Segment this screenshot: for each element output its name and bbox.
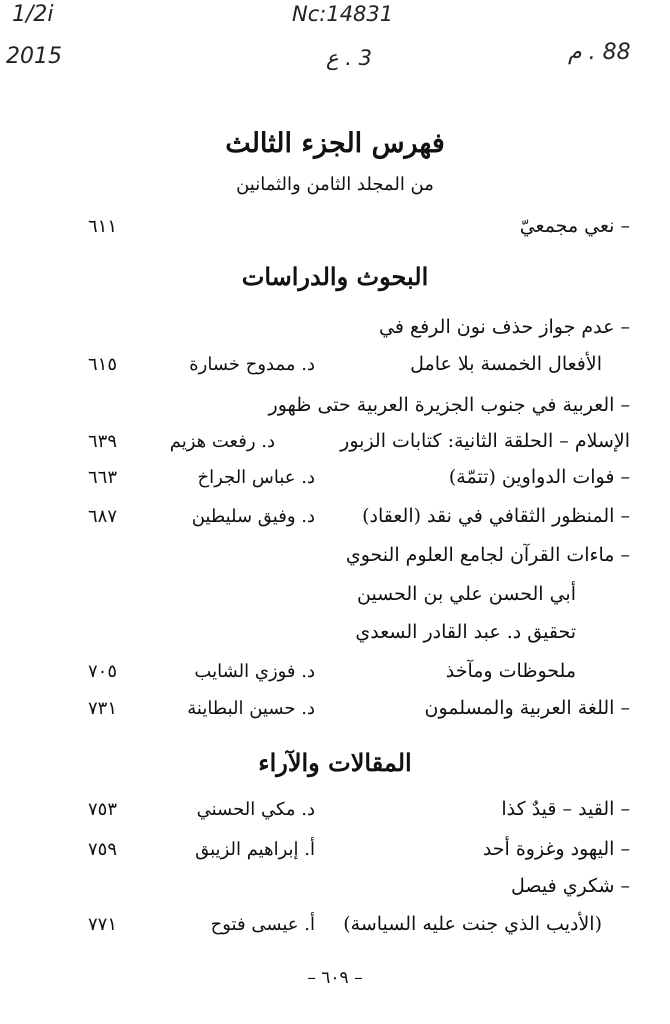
entry-author: د. فوزي الشايب: [194, 661, 315, 682]
entry-page: ٦٦٣: [88, 467, 118, 488]
annotation-issue: 3 . ع: [326, 46, 372, 70]
entry-author: د. رفعت هزيم: [169, 431, 275, 452]
entry-page: ٦٨٧: [88, 506, 118, 527]
annotation-date-fraction: 1/2i: [12, 2, 54, 27]
entry-title-continued: تحقيق د. عبد القادر السعدي: [355, 621, 576, 643]
section-heading-articles: المقالات والآراء: [258, 748, 412, 777]
entry-title-continued: الأفعال الخمسة بلا عامل: [410, 353, 602, 375]
entry-author: أ. إبراهيم الزيبق: [195, 839, 315, 860]
page-title: فهرس الجزء الثالث: [225, 128, 445, 159]
entry-page: ٧٥٣: [88, 799, 118, 820]
entry-title: – اليهود وغزوة أحد: [482, 838, 630, 860]
entry-title: – اللغة العربية والمسلمون: [424, 697, 630, 719]
section-heading-research: البحوث والدراسات: [241, 262, 429, 291]
entry-title: – شكري فيصل: [510, 875, 630, 897]
entry-title: – القيد – قيدٌ كذا: [501, 798, 630, 820]
entry-title-continued: (الأديب الذي جنت عليه السياسة): [343, 913, 602, 935]
page-subtitle: من المجلد الثامن والثمانين: [236, 174, 434, 195]
entry-page: ٦٣٩: [88, 431, 118, 452]
entry-author: د. وفيق سليطين: [191, 506, 315, 527]
entry-page: ٧٣١: [88, 698, 118, 719]
entry-title: – نعي مجمعيّ: [519, 215, 630, 237]
entry-title: – المنظور الثقافي في نقد (العقاد): [362, 505, 630, 527]
entry-page: ٦١١: [88, 216, 118, 237]
entry-page: ٧٠٥: [88, 661, 118, 682]
entry-author: د. حسين البطاينة: [187, 698, 315, 719]
entry-page: ٦١٥: [88, 354, 118, 375]
entry-author: أ. عيسى فتوح: [210, 914, 315, 935]
annotation-volume: 88 . م: [568, 40, 631, 65]
annotation-catalog-number: Nc:14831: [292, 2, 394, 26]
entry-title: – فوات الدواوين (تتمّة): [448, 466, 630, 488]
entry-title: – ماءات القرآن لجامع العلوم النحوي: [345, 544, 630, 566]
entry-title-continued: ملحوظات ومآخذ: [445, 660, 576, 682]
entry-author: د. مكي الحسني: [196, 799, 315, 820]
footer-page-number: – ٦٠٩ –: [307, 968, 363, 988]
entry-title-continued: الإسلام – الحلقة الثانية: كتابات الزبور: [340, 430, 630, 452]
entry-page: ٧٥٩: [88, 839, 118, 860]
entry-title: – العربية في جنوب الجزيرة العربية حتى ظهور: [268, 394, 630, 416]
entry-page: ٧٧١: [88, 914, 118, 935]
entry-author: د. ممدوح خسارة: [189, 354, 315, 375]
entry-author: د. عباس الجراخ: [197, 467, 315, 488]
annotation-year: 2015: [6, 44, 62, 69]
entry-title-continued: أبي الحسن علي بن الحسين: [356, 583, 576, 605]
entry-title: – عدم جواز حذف نون الرفع في: [379, 316, 630, 338]
